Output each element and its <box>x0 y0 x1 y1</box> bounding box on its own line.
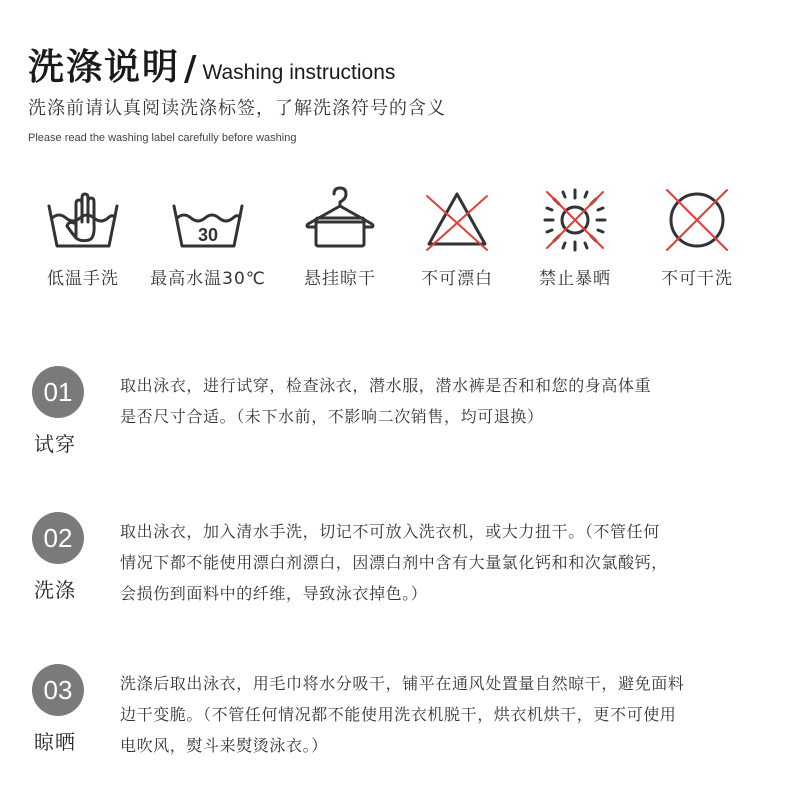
step-text-line: 洗涤后取出泳衣，用毛巾将水分吸干，铺平在通风处置量自然晾干，避免面料 <box>120 674 685 693</box>
step-text-line: 电吹风，熨斗来熨烫泳衣。） <box>120 736 328 755</box>
step-label: 晾晒 <box>34 730 76 754</box>
no-bleach-icon <box>417 184 497 254</box>
page-title-cn: 洗涤说明 <box>28 47 181 88</box>
page-title-en: Washing instructions <box>202 61 396 84</box>
step-text <box>120 668 760 761</box>
care-label: 最高水温30℃ <box>150 269 266 289</box>
hang-dry-icon <box>300 184 380 254</box>
hand-wash-icon <box>43 184 123 254</box>
wash-temp-text: 30 <box>197 225 219 245</box>
care-item-no-bleach <box>392 184 522 289</box>
step-text-line: 取出泳衣，加入清水手洗，切记不可放入洗衣机，或大力扭干。（不管任何 <box>120 522 660 541</box>
step-number-badge: 02 <box>32 512 84 564</box>
care-label: 低温手洗 <box>47 269 119 289</box>
care-icons-row <box>0 184 790 294</box>
care-label: 不可干洗 <box>661 269 733 289</box>
step-label: 试穿 <box>34 432 76 456</box>
step-text-line: 是否尺寸合适。（未下水前，不影响二次销售，均可退换） <box>120 407 544 426</box>
step-label: 洗涤 <box>34 578 76 602</box>
title-slash: / <box>184 49 197 89</box>
step-number-badge: 01 <box>32 366 84 418</box>
step-text-line: 情况下都不能使用漂白剂漂白，因漂白剂中含有大量氯化钙和和次氯酸钙， <box>120 553 668 572</box>
care-item-hang-dry <box>275 184 405 289</box>
care-item-hand-wash <box>18 184 148 289</box>
step-text-line: 会损伤到面料中的纤维，导致泳衣掉色。） <box>120 584 428 603</box>
care-label: 禁止暴晒 <box>539 269 611 289</box>
care-item-wash-30 <box>143 184 273 289</box>
care-item-no-sun <box>510 184 640 289</box>
wash-30-icon <box>168 184 248 254</box>
step-text-line: 取出泳衣，进行试穿，检查泳衣，潜水服，潜水裤是否和和您的身高体重 <box>120 376 652 395</box>
title-row <box>28 38 396 89</box>
step-text <box>120 370 760 432</box>
subtitle-en: Please read the washing label carefully before washing <box>28 132 297 144</box>
step-text <box>120 516 760 609</box>
care-label: 不可漂白 <box>421 269 493 289</box>
care-item-no-dry-clean <box>632 184 762 289</box>
step-text-line: 边干变脆。（不管任何情况都不能使用洗衣机脱干，烘衣机烘干，更不可使用 <box>120 705 677 724</box>
care-label: 悬挂晾干 <box>304 269 376 289</box>
step-number-badge: 03 <box>32 664 84 716</box>
no-sun-icon <box>535 184 615 254</box>
no-dry-clean-icon <box>657 184 737 254</box>
subtitle-cn: 洗涤前请认真阅读洗涤标签，了解洗涤符号的含义 <box>28 98 446 119</box>
